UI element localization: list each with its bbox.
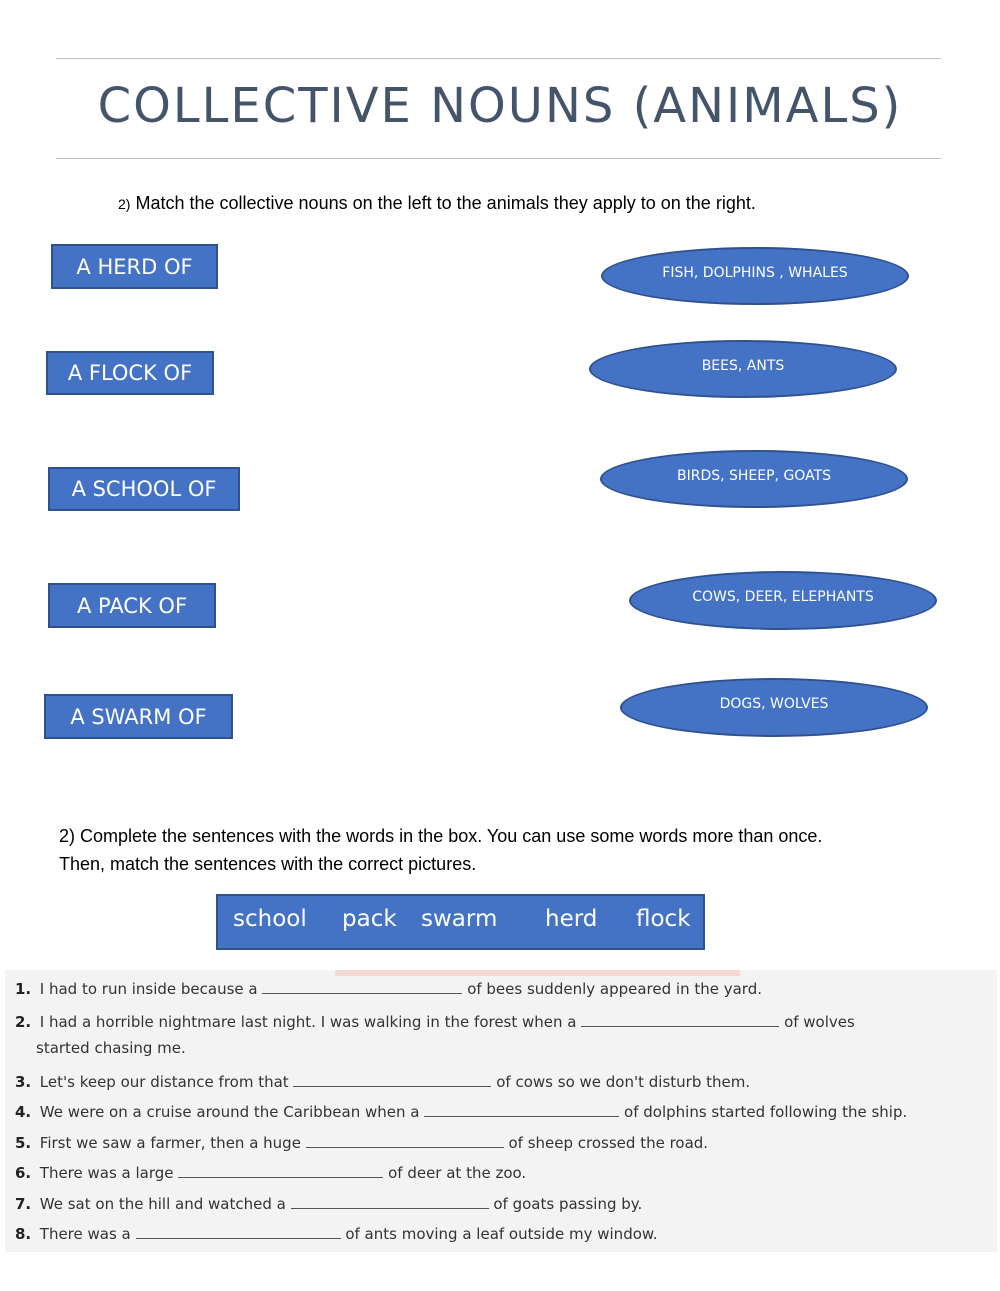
sentence-number: 5. [15,1134,32,1152]
sentence-before: Let's keep our distance from that [39,1073,289,1091]
sentence-after: of wolves [784,1013,855,1031]
sentence-before: There was a large [39,1164,174,1182]
animal-oval-fish[interactable] [601,247,909,305]
instruction-text: Match the collective nouns on the left to the animals they apply to on the right. [135,193,756,213]
answer-blank[interactable] [291,1196,489,1209]
sentence-after: of bees suddenly appeared in the yard. [467,980,762,998]
word-herd: herd [545,906,598,932]
sentence-number: 6. [15,1164,32,1182]
noun-label: A SWARM OF [70,704,207,729]
sentence-after: of goats passing by. [493,1195,643,1213]
sentence-number: 4. [15,1103,32,1121]
sentence-5 [15,1134,708,1152]
answer-blank[interactable] [136,1226,341,1239]
noun-box-herd[interactable] [51,244,218,289]
sentence-before: We sat on the hill and watched a [39,1195,286,1213]
sentence-after: of sheep crossed the road. [508,1134,709,1152]
word-flock: flock [636,906,691,932]
word-swarm: swarm [421,906,498,932]
sentence-3 [15,1073,750,1091]
animal-oval-birds[interactable] [600,450,908,508]
sentence-6 [15,1164,526,1182]
answer-blank[interactable] [262,981,462,994]
answer-blank[interactable] [306,1135,504,1148]
sentence-after: of dolphins started following the ship. [624,1103,908,1121]
animal-label: BEES, ANTS [701,358,785,374]
animal-label: FISH, DOLPHINS , WHALES [662,265,848,281]
answer-blank[interactable] [178,1165,383,1178]
sentence-number: 1. [15,980,32,998]
sentence-before: First we saw a farmer, then a huge [39,1134,301,1152]
noun-box-pack[interactable] [48,583,216,628]
sentence-number: 3. [15,1073,32,1091]
animal-oval-cows[interactable] [629,571,937,630]
sentence-2-continuation: started chasing me. [36,1039,186,1057]
sheet-edge [335,970,740,976]
animal-label: COWS, DEER, ELEPHANTS [692,589,874,605]
page-title: COLLECTIVE NOUNS (ANIMALS) [97,78,903,134]
sentence-before: I had to run inside because a [39,980,258,998]
complete-instruction-line1: 2) Complete the sentences with the words in the box. You can use some words more than once. [59,826,823,846]
animal-label: DOGS, WOLVES [719,696,829,712]
sentence-8 [15,1225,658,1243]
noun-box-school[interactable] [48,467,240,511]
sentence-4 [15,1103,907,1121]
noun-box-flock[interactable] [46,351,214,395]
sentence-after: of deer at the zoo. [388,1164,527,1182]
instruction-number: 2) [118,196,131,212]
noun-box-swarm[interactable] [44,694,233,739]
animal-oval-dogs[interactable] [620,678,928,737]
noun-label: A HERD OF [76,254,193,279]
sentence-after: of cows so we don't disturb them. [496,1073,751,1091]
sentence-1 [15,980,762,998]
sentence-before: There was a [39,1225,131,1243]
sentence-before: We were on a cruise around the Caribbean when a [39,1103,420,1121]
answer-blank[interactable] [581,1014,779,1027]
noun-label: A SCHOOL OF [71,477,217,501]
answer-blank[interactable] [424,1104,619,1117]
sentence-number: 7. [15,1195,32,1213]
word-school: school [233,906,307,932]
noun-label: A PACK OF [76,593,188,618]
sentence-number: 2. [15,1013,32,1031]
sentence-after: of ants moving a leaf outside my window. [345,1225,658,1243]
sentence-before: I had a horrible nightmare last night. I was walking in the forest when a [39,1013,577,1031]
noun-label: A FLOCK OF [67,361,193,385]
bottom-rule [56,158,941,159]
sentence-2 [15,1013,855,1031]
word-box [216,894,705,950]
sentence-7 [15,1195,642,1213]
animal-oval-bees[interactable] [589,340,897,398]
match-instruction [118,193,756,214]
top-rule [56,58,941,59]
answer-blank[interactable] [293,1074,491,1087]
complete-instruction-line2: Then, match the sentences with the correct pictures. [59,854,477,874]
word-pack: pack [342,906,397,932]
sentence-number: 8. [15,1225,32,1243]
animal-label: BIRDS, SHEEP, GOATS [676,468,832,484]
exercise-sheet [5,970,997,1252]
